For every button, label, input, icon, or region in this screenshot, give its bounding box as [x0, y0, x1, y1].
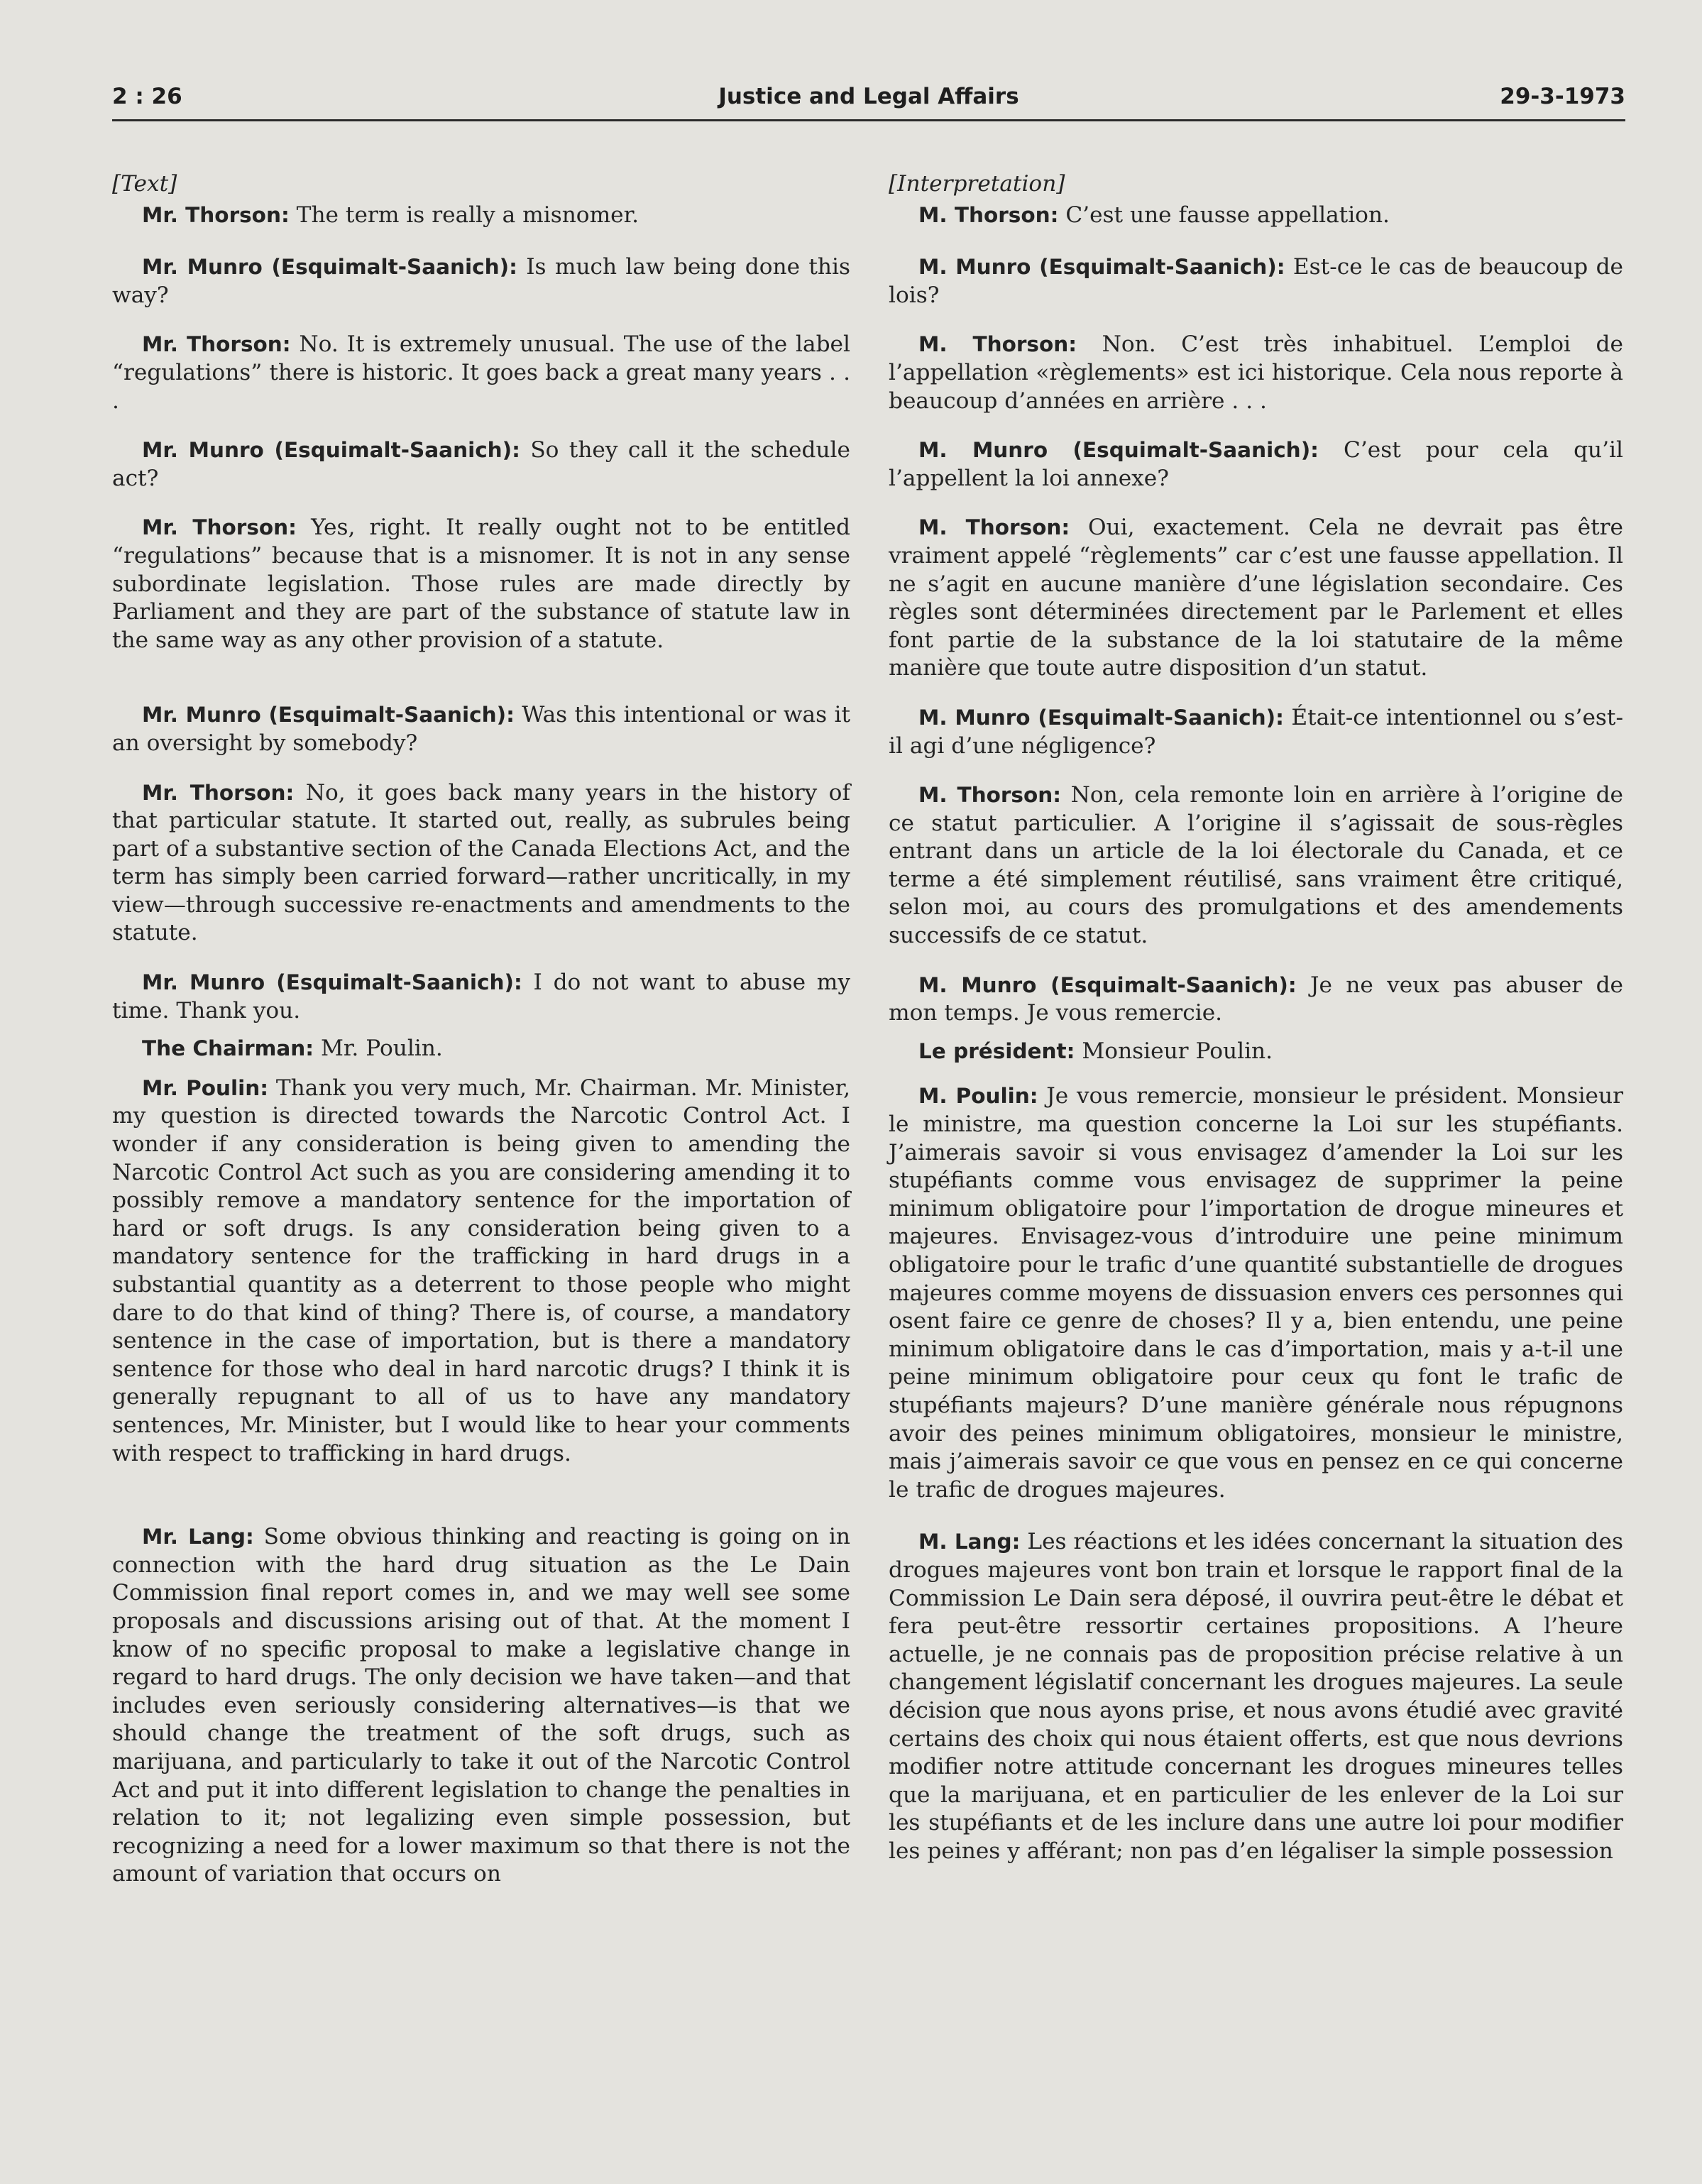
- speaker: M. Thorson:: [918, 202, 1059, 227]
- speaker: M. Thorson:: [918, 332, 1077, 357]
- paragraph: [112, 331, 850, 415]
- speech: Je ne veux pas abuser de mon temps. Je vous remercie.: [889, 972, 1623, 1026]
- speaker: Mr. Munro (Esquimalt-Saanich):: [142, 438, 520, 463]
- paragraph: [112, 253, 850, 309]
- header-date: 29-3-1973: [1500, 84, 1625, 109]
- speaker: Mr. Poulin:: [142, 1075, 269, 1100]
- paragraph: [889, 972, 1623, 1028]
- speech: Mr. Poulin.: [314, 1036, 443, 1062]
- speaker: Mr. Munro (Esquimalt-Saanich):: [142, 970, 522, 995]
- speaker: Mr. Thorson:: [142, 202, 290, 227]
- speech: Oui, exactement. Cela ne devrait pas être vraiment appelé “règlements” car c’est une fausse appellation. Il ne s’agit en aucune manière d’une législation secondaire. Ces règles sont déterminées directement par le Parlement et elles font partie de la substance de la loi statutaire de la même manière que toute autre disposition d’un statut.: [889, 515, 1623, 681]
- speech: So they call it the schedule act?: [112, 437, 850, 491]
- speaker: M. Munro (Esquimalt-Saanich):: [918, 705, 1284, 730]
- column-label: [Text]: [112, 171, 177, 197]
- paragraph: [112, 1035, 850, 1063]
- speaker: M. Poulin:: [918, 1084, 1038, 1109]
- french-column: [889, 170, 1623, 1865]
- speech: No. It is extremely unusual. The use of the label “regulations” there is historic. It goes back a great many years . . .: [112, 331, 850, 414]
- speaker: M. Munro (Esquimalt-Saanich):: [918, 255, 1285, 280]
- paragraph: [889, 202, 1623, 230]
- header-rule: [112, 119, 1625, 121]
- speaker: Mr. Thorson:: [142, 332, 291, 357]
- paragraph: [889, 781, 1623, 950]
- speaker: M. Munro (Esquimalt-Saanich):: [918, 972, 1297, 997]
- speech: Yes, right. It really ought not to be entitled “regulations” because that is a misnomer. It is not in any sense subordinate legislation. Those rules are made directly by Parliament and they are part of the substance of statute law in the same way as any other provision of a statute.: [112, 515, 850, 653]
- speech: Monsieur Poulin.: [1075, 1038, 1273, 1064]
- speaker: M. Thorson:: [918, 783, 1062, 808]
- speech: Les réactions et les idées concernant la situation des drogues majeures vont bon train et lorsque le rapport final de la Commission Le Dain sera déposé, il ouvrira peut-être le débat et fera peut-être ressortir certaines propositions. A l’heure actuelle, je ne connais pas de proposition précise relative à un changement législatif concernant les drogues majeures. La seule décision que nous ayons prise, et nous avons étudié avec gravité certains des choix qui nous étaient offerts, est que nous devrions modifier notre attitude concernant les drogues mineures telles que la marijuana, et en particulier de les enlever de la Loi sur les stupéfiants et de les inclure dans une autre loi pour modifier les peines y afférant; non pas d’en légaliser la simple possession: [889, 1529, 1624, 1864]
- paragraph: [889, 1038, 1623, 1066]
- paragraph: [112, 514, 850, 654]
- speaker: M. Lang:: [918, 1530, 1021, 1554]
- paragraph: [889, 253, 1623, 309]
- speech: Est-ce le cas de beaucoup de lois?: [889, 254, 1623, 308]
- speech: I do not want to abuse my time. Thank you.: [112, 970, 850, 1024]
- speaker: The Chairman:: [142, 1036, 314, 1061]
- speaker: Mr. Lang:: [142, 1525, 254, 1549]
- paragraph: [112, 1523, 850, 1889]
- speaker: Mr. Munro (Esquimalt-Saanich):: [142, 703, 515, 728]
- speech: C’est une fausse appellation.: [1058, 202, 1390, 228]
- speech: No, it goes back many years in the history of that particular statute. It started out, really, as subrules being part of a substantive section of the Canada Elections Act, and the term has simply been carried forward—rather uncritically, in my view—through successive re-enactments and amendments to the statute.: [112, 779, 850, 946]
- paragraph: [889, 514, 1623, 683]
- speaker: Mr. Thorson:: [142, 515, 297, 540]
- paragraph: [112, 202, 850, 230]
- paragraph: [112, 969, 850, 1025]
- paragraph: [112, 437, 850, 493]
- speaker: Le président:: [918, 1038, 1075, 1063]
- speech: Thank you very much, Mr. Chairman. Mr. Minister, my question is directed towards the Narcotic Control Act. I wonder if any consideration is being given to amending the Narcotic Control Act such as you are considering amending it to possibly remove a mandatory sentence for the importation of hard or soft drugs. Is any consideration being given to a mandatory sentence for the trafficking in hard drugs in a substantial quantity as a deterrent to those people who might dare to do that kind of thing? There is, of course, a mandatory sentence in the case of importation, but is there a mandatory sentence for those who deal in hard narcotic drugs? I think it is generally repugnant to all of us to have any mandatory sentences, Mr. Minister, but I would like to hear your comments with respect to trafficking in hard drugs.: [112, 1075, 850, 1466]
- paragraph: [112, 779, 850, 948]
- paragraph: [889, 1082, 1623, 1504]
- paragraph: [889, 1528, 1623, 1865]
- page-number: 2 : 26: [112, 84, 182, 109]
- paragraph: [112, 1075, 850, 1468]
- speech: The term is really a misnomer.: [289, 202, 639, 228]
- paragraph: [889, 331, 1623, 415]
- speech: Non. C’est très inhabituel. L’emploi de l’appellation «règlements» est ici historique. Cela nous reporte à beaucoup d’années en arrière . . .: [889, 331, 1623, 414]
- speech: Some obvious thinking and reacting is going on in connection with the hard drug situation as the Le Dain Commission final report comes in, and we may well see some proposals and discussions arising out of that. At the moment I know of no specific proposal to make a legislative change in regard to hard drugs. The only decision we have taken—and that includes even seriously considering alternatives—is that we should change the treatment of the soft drugs, such as marijuana, and particularly to take it out of the Narcotic Control Act and put it into different legislation to change the penalties in relation to it; not legalizing even simple possession, but recognizing a need for a lower maximum so that there is not the amount of variation that occurs on: [112, 1524, 850, 1887]
- paragraph: [112, 701, 850, 757]
- running-title: Justice and Legal Affairs: [718, 84, 1019, 109]
- speech: C’est pour cela qu’il l’appellent la loi annexe?: [889, 437, 1623, 491]
- speech: Était-ce intentionnel ou s’est-il agi d’une négligence?: [889, 704, 1623, 759]
- speech: Je vous remercie, monsieur le président. Monsieur le ministre, ma question concerne la Loi sur les stupéfiants. J’aimerais savoir si vous envisagez d’amender la Loi sur les stupéfiants comme vous envisagez de supprimer la peine minimum obligatoire pour l’importation de drogue mineures et majeures. Envisagez-vous d’introduire une peine minimum obligatoire pour le trafic d’une quantité substantielle de drogues majeures comme moyens de dissuasion envers ces personnes qui osent faire ce genre de choses? Il y a, bien entendu, une peine minimum obligatoire dans le cas d’importation, mais y a-t-il une peine minimum obligatoire pour ceux qu font le trafic de stupéfiants majeurs? D’une manière générale nous répugnons avoir des peines minimum obligatoires, monsieur le ministre, mais j’aimerais savoir ce que vous en pensez en ce qui concerne le trafic de drogues majeures.: [889, 1083, 1623, 1503]
- paragraph: [889, 437, 1623, 493]
- speaker: Mr. Munro (Esquimalt-Saanich):: [142, 255, 517, 280]
- speaker: M. Thorson:: [918, 515, 1070, 540]
- paragraph: [889, 704, 1623, 760]
- speaker: M. Munro (Esquimalt-Saanich):: [918, 438, 1319, 463]
- column-label: [Interpretation]: [889, 171, 1065, 197]
- speech: Non, cela remonte loin en arrière à l’origine de ce statut particulier. A l’origine il s’agissait de sous-règles entrant dans un article de la loi électorale du Canada, et ce terme a été simplement réutilisé, sans vraiment être critiqué, selon moi, au cours des promulgations et des amendements successifs de ce statut.: [889, 782, 1623, 949]
- speaker: Mr. Thorson:: [142, 780, 295, 805]
- speech: Was this intentional or was it an oversight by somebody?: [112, 702, 850, 756]
- english-column: [112, 170, 850, 1889]
- speech: Is much law being done this way?: [112, 254, 850, 308]
